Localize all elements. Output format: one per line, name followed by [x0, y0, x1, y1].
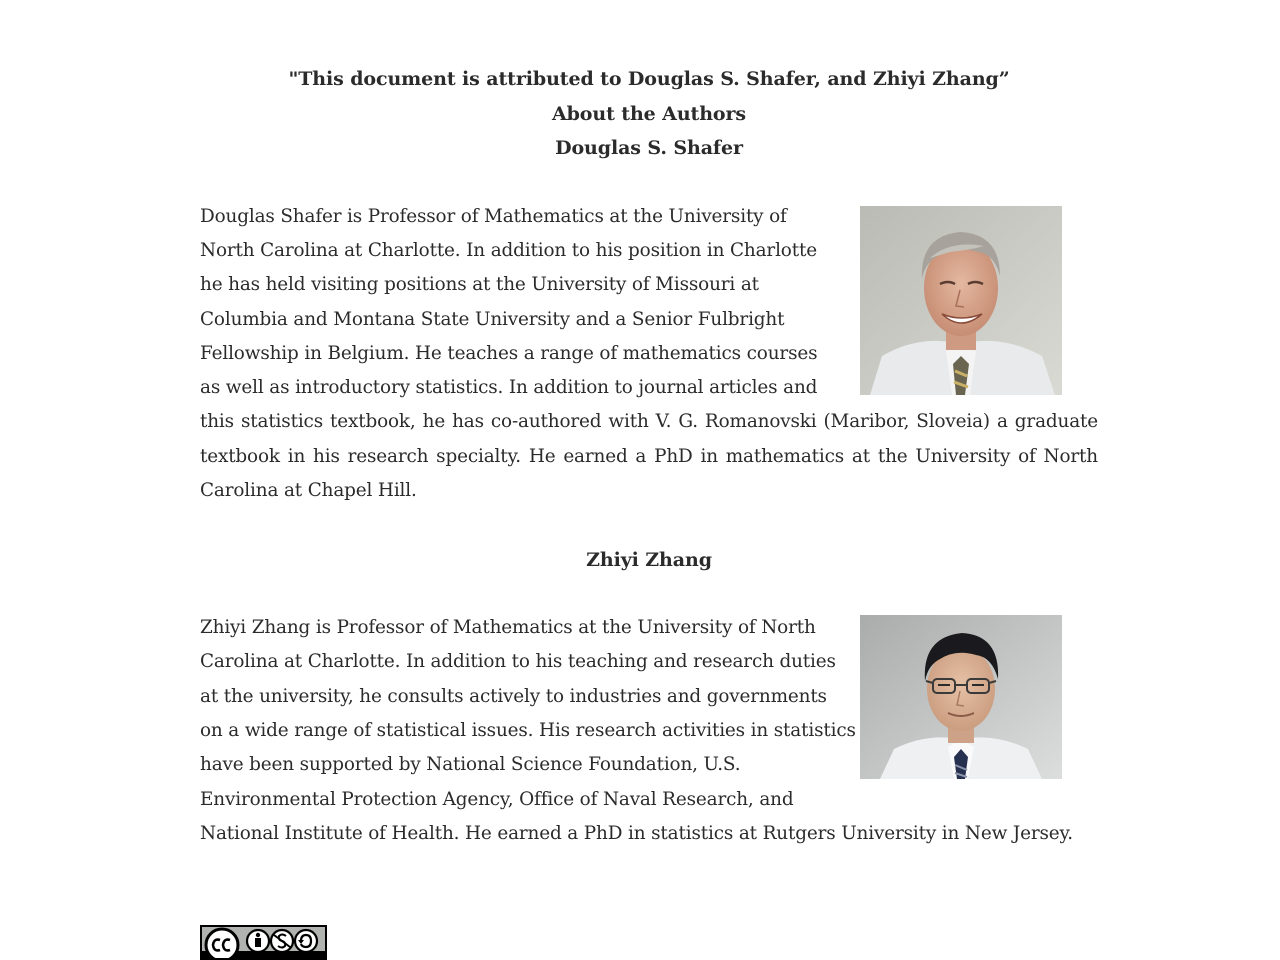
author1-bio-line: as well as introductory statistics. In addition to journal articles and [200, 377, 818, 398]
author2-bio-line: on a wide range of statistical issues. His research activities in statistics [200, 720, 856, 741]
author2-bio-line: Carolina at Charlotte. In addition to his teaching and research duties [200, 651, 836, 672]
author2-bio-line: Environmental Protection Agency, Office of Naval Research, and [200, 789, 794, 810]
author1-bio-line: Columbia and Montana State University and a Senior Fulbright [200, 309, 785, 330]
cc-by-nc-sa-icon [202, 927, 325, 958]
author2-name: Zhiyi Zhang [586, 549, 712, 571]
author2-bio-line: at the university, he consults actively to industries and governments [200, 686, 827, 707]
author1-photo [860, 206, 1062, 395]
author1-bio-line: Fellowship in Belgium. He teaches a range of mathematics courses [200, 343, 818, 364]
author1-bio-line: textbook in his research specialty. He earned a PhD in mathematics at the University of North [200, 446, 1098, 467]
author2-bio-line: Zhiyi Zhang is Professor of Mathematics at the University of North [200, 617, 816, 638]
author1-bio-line: North Carolina at Charlotte. In addition to his position in Charlotte [200, 240, 817, 261]
author2-photo [860, 615, 1062, 779]
author1-bio-line: Douglas Shafer is Professor of Mathematics at the University of [200, 206, 787, 227]
author1-name: Douglas S. Shafer [555, 137, 743, 159]
author1-bio-line: Carolina at Chapel Hill. [200, 480, 417, 501]
author2-bio-line: have been supported by National Science Foundation, U.S. [200, 754, 741, 775]
attribution-line: "This document is attributed to Douglas S. Shafer, and Zhiyi Zhang” [288, 68, 1010, 90]
section-title: About the Authors [551, 103, 747, 125]
author1-bio-line: he has held visiting positions at the University of Missouri at [200, 274, 759, 295]
author2-bio-line: National Institute of Health. He earned a PhD in statistics at Rutgers University in New Jersey. [200, 823, 1073, 844]
cc-license-badge[interactable] [200, 925, 327, 960]
author1-bio-line: this statistics textbook, he has co-authored with V. G. Romanovski (Maribor, Sloveia) a graduate [200, 411, 1098, 432]
